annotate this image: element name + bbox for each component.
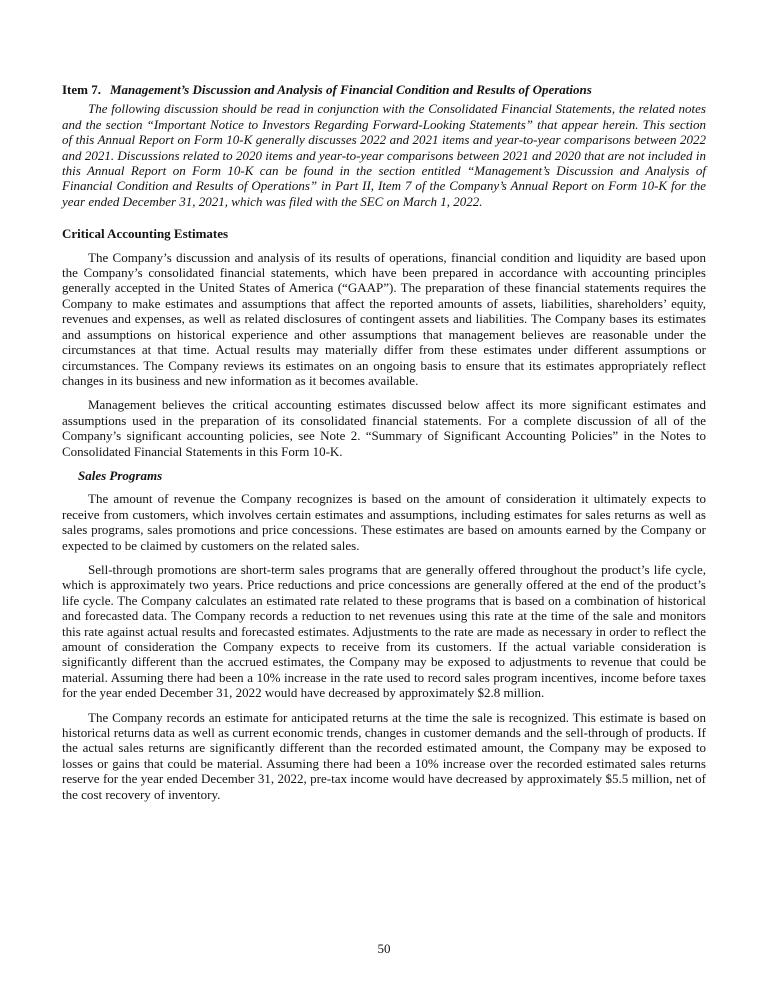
sales-programs-heading: Sales Programs	[78, 467, 163, 483]
page-number: 50	[377, 941, 391, 956]
critical-accounting-paragraph-2: Management believes the critical accounting estimates discussed below affect its more significant estimates and assumptions used in the preparation of its consolidated financial statements. For a complete discussion of all of the Company’s significant accounting policies, see Note 2. “Summary of Significant Accounting Policies” in the Notes to Consolidated Financial Statements in this Form 10-K.	[62, 397, 706, 459]
sales-programs-paragraph-3: The Company records an estimate for anticipated returns at the time the sale is recognized. This estimate is based on historical returns data as well as current economic trends, changes in customer demands and the sell-through of products. If the actual sales returns are significantly different than the recorded estimated amount, the Company may be exposed to losses or gains that could be material. Assuming there had been a 10% increase over the recorded estimated sales returns reserve for the year ended December 31, 2022, pre-tax income would have decreased by approximately $5.5 million, net of the cost recovery of inventory.	[62, 709, 706, 802]
sales-programs-paragraph-1: The amount of revenue the Company recognizes is based on the amount of consideration it ultimately expects to receive from customers, which involves certain estimates and assumptions, including estimates for sales returns as well as sales programs, sales promotions and price concessions. These estimates are based on amounts earned by the Company or expected to be claimed by customers on the related sales.	[62, 491, 706, 553]
item-7-heading	[62, 82, 706, 97]
item-7-title: Management’s Discussion and Analysis of Financial Condition and Results of Operations	[110, 82, 592, 97]
intro-paragraph: The following discussion should be read in conjunction with the Consolidated Financial Statements, the related notes and the section “Important Notice to Investors Regarding Forward-Looking Statements” that appear herein. This section of this Annual Report on Form 10-K generally discusses 2022 and 2021 items and year-to-year comparisons between 2022 and 2021. Discussions related to 2020 items and year-to-year comparisons between 2021 and 2020 that are not included in this Annual Report on Form 10-K can be found in the section entitled “Management’s Discussion and Analysis of Financial Condition and Results of Operations” in Part II, Item 7 of the Company’s Annual Report on Form 10-K for the year ended December 31, 2021, which was filed with the SEC on March 1, 2022.	[62, 101, 706, 209]
sales-programs-paragraph-2: Sell-through promotions are short-term sales programs that are generally offered throughout the product’s life cycle, which is approximately two years. Price reductions and price concessions are generally offered at the end of the product’s life cycle. The Company calculates an estimated rate related to these programs that is based on a combination of historical and forecasted data. The Company records a reduction to net revenues using this rate at the time of the sale and monitors this rate against actual results and forecasted estimates. Adjustments to the rate are made as necessary in order to reflect the amount of consideration the Company expects to receive from its customers. If the actual variable consideration is significantly different than the accrued estimates, the Company may be exposed to adjustments to revenue that could be material. Assuming there had been a 10% increase in the rate used to record sales program incentives, income before taxes for the year ended December 31, 2022 would have decreased by approximately $2.8 million.	[62, 561, 706, 701]
item-7-label: Item 7.	[62, 82, 101, 97]
critical-accounting-paragraph-1: The Company’s discussion and analysis of its results of operations, financial condition and liquidity are based upon the Company’s consolidated financial statements, which have been prepared in accordance with accounting principles generally accepted in the United States of America (“GAAP”). The preparation of these financial statements requires the Company to make estimates and assumptions that affect the reported amounts of assets, liabilities, shareholders’ equity, revenues and expenses, as well as related disclosures of contingent assets and liabilities. The Company bases its estimates and assumptions on historical experience and other assumptions that management believes are reasonable under the circumstances at that time. Actual results may materially differ from these estimates under different assumptions or circumstances. The Company reviews its estimates on an ongoing basis to ensure that its estimates appropriately reflect changes in its business and new information as it becomes available.	[62, 249, 706, 388]
critical-accounting-estimates-heading: Critical Accounting Estimates	[62, 226, 229, 242]
document-content	[62, 82, 706, 811]
